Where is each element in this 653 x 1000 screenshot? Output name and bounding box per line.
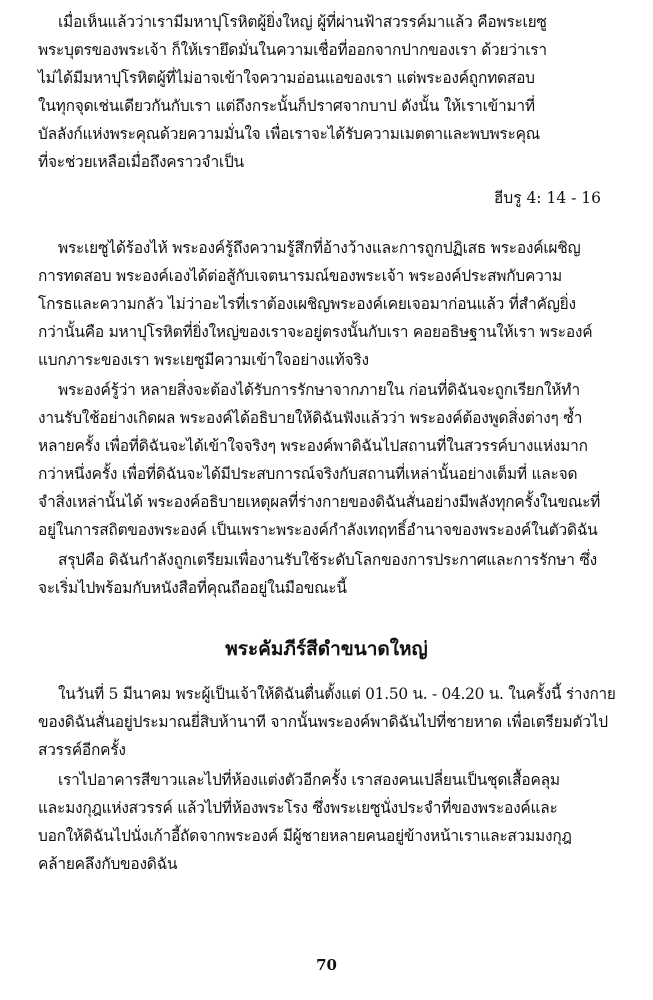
paragraph-line: การทดสอบ พระองค์เองได้ต่อสู้กับเจตนารมณ์ของพระเจ้า พระองค์ประสพกับความ bbox=[38, 267, 562, 285]
scripture-reference: ฮีบรู 4: 14 - 16 bbox=[493, 189, 601, 207]
quote-line: ไม่ได้มีมหาปุโรหิตผู้ที่ไม่อาจเข้าใจความอ่อนแอของเรา แต่พระองค์ถูกทดสอบ bbox=[38, 69, 535, 87]
paragraph-line: แบกภาระของเรา พระเยซูมีความเข้าใจอย่างแท้จริง bbox=[38, 351, 369, 369]
paragraph-line: กว่านั้นคือ มหาปุโรหิตที่ยิ่งใหญ่ของเราจะอยู่ตรงนั้นกับเรา คอยอธิษฐานให้เรา พระองค์ bbox=[38, 323, 593, 341]
section-heading: พระคัมภีร์สีดำขนาดใหญ่ bbox=[225, 638, 428, 660]
quote-line: เมื่อเห็นแล้วว่าเรามีมหาปุโรหิตผู้ยิ่งใหญ่ ผู้ที่ผ่านฟ้าสวรรค์มาแล้ว คือพระเยซู bbox=[58, 13, 547, 31]
paragraph-line: คล้ายคลึงกับของดิฉัน bbox=[38, 855, 178, 873]
paragraph-line: บอกให้ดิฉันไปนั่งเก้าอี้ถัดจากพระองค์ มีผู้ชายหลายคนอยู่ข้างหน้าเราและสวมมงกุฎ bbox=[38, 827, 572, 845]
paragraph-line: จำสิ่งเหล่านั้นได้ พระองค์อธิบายเหตุผลที่ร่างกายของดิฉันสั่นอย่างมีพลังทุกครั้งในขณะที่ bbox=[38, 493, 601, 511]
paragraph-line: เราไปอาคารสีขาวและไปที่ห้องแต่งตัวอีกครั้ง เราสองคนเปลี่ยนเป็นชุดเสื้อคลุม bbox=[58, 771, 560, 789]
paragraph-line: หลายครั้ง เพื่อที่ดิฉันจะได้เข้าใจจริงๆ พระองค์พาดิฉันไปสถานที่ในสวรรค์บางแห่งมาก bbox=[38, 437, 588, 455]
quote-line: ในทุกจุดเช่นเดียวกันกับเรา แต่ถึงกระนั้นก็ปราศจากบาป ดังนั้น ให้เราเข้ามาที่ bbox=[38, 97, 535, 115]
quote-line: ที่จะช่วยเหลือเมื่อถึงคราวจำเป็น bbox=[38, 153, 244, 171]
paragraph-line: พระเยซูได้ร้องไห้ พระองค์รู้ถึงความรู้สึกที่อ้างว้างและการถูกปฏิเสธ พระองค์เผชิญ bbox=[58, 239, 581, 257]
paragraph-line: พระองค์รู้ว่า หลายสิ่งจะต้องได้รับการรักษาจากภายใน ก่อนที่ดิฉันจะถูกเรียกให้ทำ bbox=[58, 381, 580, 399]
quote-line: บัลลังก์แห่งพระคุณด้วยความมั่นใจ เพื่อเราจะได้รับความเมตตาและพบพระคุณ bbox=[38, 125, 540, 143]
quote-line: พระบุตรของพระเจ้า ก็ให้เรายึดมั่นในความเชื่อที่ออกจากปากของเรา ด้วยว่าเรา bbox=[38, 41, 547, 59]
paragraph-line: สวรรค์อีกครั้ง bbox=[38, 741, 126, 759]
paragraph-line: กว่าหนึ่งครั้ง เพื่อที่ดิฉันจะได้มีประสบการณ์จริงกับสถานที่เหล่านั้นอย่างเต็มที่ และจด bbox=[38, 465, 578, 483]
page-number: 70 bbox=[316, 956, 337, 974]
paragraph-line: โกรธและความกลัว ไม่ว่าอะไรที่เราต้องเผชิญพระองค์เคยเจอมาก่อนแล้ว ที่สำคัญยิ่ง bbox=[38, 295, 576, 313]
paragraph-line: งานรับใช้อย่างเกิดผล พระองค์ได้อธิบายให้ดิฉันฟังแล้วว่า พระองค์ต้องพูดสิ่งต่างๆ ซ้ำ bbox=[38, 409, 583, 427]
paragraph-line: ของดิฉันสั่นอยู่ประมาณยี่สิบห้านาที จากนั้นพระองค์พาดิฉันไปที่ชายหาด เพื่อเตรียมตัวไป bbox=[38, 713, 608, 731]
paragraph-line: จะเริ่มไปพร้อมกับหนังสือที่คุณถืออยู่ในมือขณะนี้ bbox=[38, 579, 347, 597]
paragraph-line: สรุปคือ ดิฉันกำลังถูกเตรียมเพื่องานรับใช้ระดับโลกของการประกาศและการรักษา ซึ่ง bbox=[58, 551, 597, 569]
paragraph-line: อยู่ในการสถิตของพระองค์ เป็นเพราะพระองค์กำลังเทฤทธิ์อำนาจของพระองค์ในตัวดิฉัน bbox=[38, 521, 598, 539]
paragraph-line: ในวันที่ 5 มีนาคม พระผู้เป็นเจ้าให้ดิฉันตื่นตั้งแต่ 01.50 น. - 04.20 น. ในครั้งนี้ ร่างกาย bbox=[58, 685, 616, 703]
paragraph-line: และมงกุฎแห่งสวรรค์ แล้วไปที่ห้องพระโรง ซึ่งพระเยซูนั่งประจำที่ของพระองค์และ bbox=[38, 799, 558, 817]
